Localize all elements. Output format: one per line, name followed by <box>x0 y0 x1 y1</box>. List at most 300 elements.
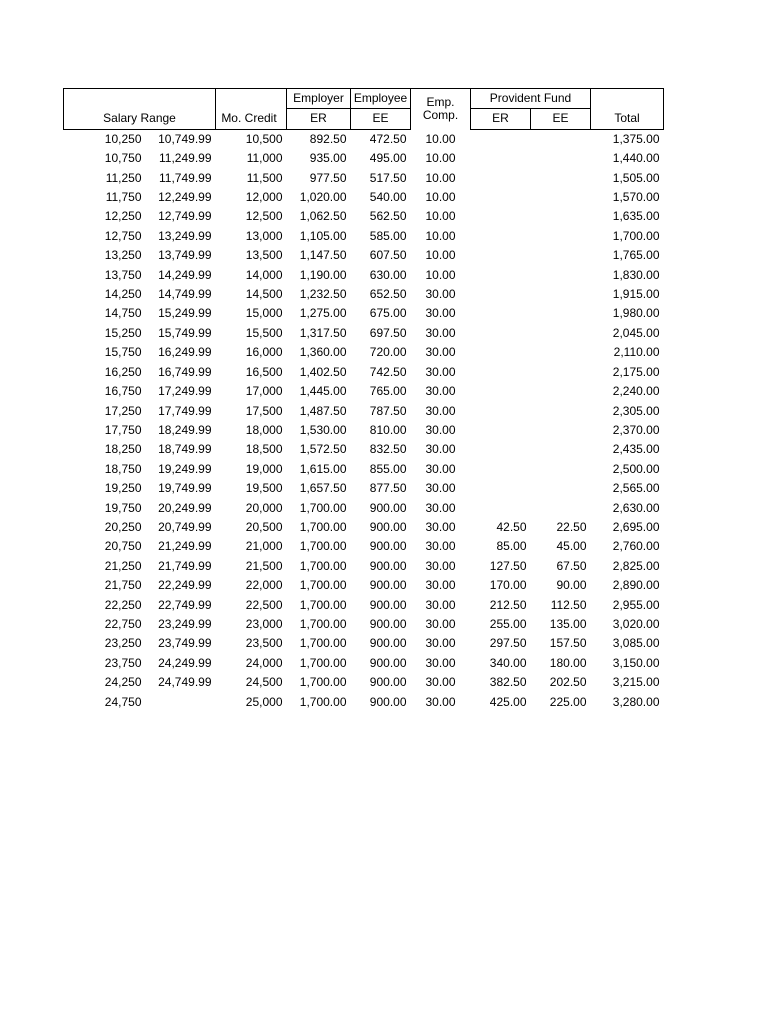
salary-from-cell: 22,750 <box>104 616 142 631</box>
employee-ee-cell: 810.00 <box>369 422 407 437</box>
salary-from-cell: 20,250 <box>104 519 142 534</box>
salary-range-header-top <box>64 89 216 109</box>
employer-er-cell: 1,700.00 <box>299 500 347 515</box>
table-row <box>64 518 664 537</box>
mo-credit-cell: 18,000 <box>245 422 283 437</box>
mo-credit-cell: 21,500 <box>245 558 283 573</box>
employer-er-cell: 1,445.00 <box>299 384 347 399</box>
salary-to-cell: 13,749.99 <box>158 248 212 263</box>
total-cell: 1,440.00 <box>612 151 660 166</box>
pf-ee-cell <box>531 285 591 304</box>
employer-er-cell: 977.50 <box>309 170 347 185</box>
pf-er-cell: 255.00 <box>489 616 527 631</box>
total-cell: 2,110.00 <box>613 345 660 360</box>
salary-to-cell: 19,749.99 <box>158 481 212 496</box>
emp-comp-cell: 10.00 <box>425 248 456 263</box>
mo-credit-cell: 20,000 <box>245 500 283 515</box>
salary-from-cell: 12,750 <box>104 228 142 243</box>
salary-to-cell: 15,749.99 <box>158 325 212 340</box>
salary-to-cell: 22,749.99 <box>158 597 212 612</box>
mo-credit-cell: 23,500 <box>245 636 283 651</box>
emp-comp-cell: 30.00 <box>425 403 456 418</box>
emp-comp-cell: 30.00 <box>425 384 456 399</box>
mo-credit-cell: 24,000 <box>245 655 283 670</box>
pf-er-cell: 297.50 <box>489 636 527 651</box>
salary-to-cell: 20,749.99 <box>158 519 212 534</box>
salary-to-cell: 19,249.99 <box>158 461 212 476</box>
salary-from-cell: 20,750 <box>104 539 142 554</box>
table-row <box>64 693 664 712</box>
table-row <box>64 324 664 343</box>
pf-er-header: ER <box>471 109 531 129</box>
pf-er-cell: 85.00 <box>496 539 527 554</box>
mo-credit-cell: 22,000 <box>245 578 283 593</box>
emp-comp-cell: 30.00 <box>425 578 456 593</box>
employer-er-cell: 1,190.00 <box>299 267 347 282</box>
total-cell: 2,370.00 <box>612 422 660 437</box>
total-cell: 1,700.00 <box>612 228 660 243</box>
mo-credit-cell: 19,000 <box>245 461 283 476</box>
employee-ee-cell: 900.00 <box>369 636 407 651</box>
total-cell: 3,150.00 <box>612 655 660 670</box>
salary-to-cell: 23,249.99 <box>158 616 212 631</box>
total-cell: 1,980.00 <box>612 306 660 321</box>
employee-ee-cell: 900.00 <box>369 539 407 554</box>
pf-er-cell <box>471 246 531 265</box>
table-row <box>64 285 664 304</box>
employee-ee-cell: 900.00 <box>369 655 407 670</box>
employee-ee-cell: 585.00 <box>369 228 407 243</box>
mo-credit-cell: 21,000 <box>245 539 283 554</box>
table-row <box>64 596 664 615</box>
salary-from-cell: 21,250 <box>104 558 142 573</box>
pf-ee-cell: 45.00 <box>556 539 587 554</box>
employer-er-cell: 1,700.00 <box>299 675 347 690</box>
table-row <box>64 266 664 285</box>
employee-ee-cell: 877.50 <box>369 481 407 496</box>
employer-er-cell: 1,105.00 <box>299 228 347 243</box>
total-cell: 2,825.00 <box>612 558 660 573</box>
emp-comp-cell: 10.00 <box>425 151 456 166</box>
emp-comp-cell: 30.00 <box>425 481 456 496</box>
emp-comp-cell: 10.00 <box>425 170 456 185</box>
employer-er-cell: 1,317.50 <box>299 325 347 340</box>
salary-to-cell: 10,749.99 <box>158 131 212 146</box>
salary-from-cell: 19,750 <box>104 500 142 515</box>
salary-from-cell: 23,250 <box>104 636 142 651</box>
salary-from-cell: 11,750 <box>105 190 142 205</box>
salary-to-cell <box>146 693 216 712</box>
pf-er-cell <box>471 440 531 459</box>
pf-er-cell <box>471 149 531 168</box>
emp-comp-label: Emp. Comp. <box>422 95 459 123</box>
salary-from-cell: 15,250 <box>104 325 142 340</box>
pf-ee-cell <box>531 440 591 459</box>
pf-ee-cell: 225.00 <box>549 694 587 709</box>
total-cell: 1,375.00 <box>612 131 660 146</box>
salary-to-cell: 15,249.99 <box>158 306 212 321</box>
emp-comp-cell: 10.00 <box>425 228 456 243</box>
total-cell: 1,570.00 <box>612 190 660 205</box>
employee-ee-cell: 472.50 <box>369 131 407 146</box>
mo-credit-header: Mo. Credit <box>216 109 287 129</box>
total-cell: 2,695.00 <box>612 519 660 534</box>
salary-to-cell: 21,249.99 <box>158 539 212 554</box>
employee-ee-cell: 652.50 <box>369 287 407 302</box>
pf-er-cell: 340.00 <box>489 655 527 670</box>
salary-to-cell: 24,249.99 <box>158 655 212 670</box>
pf-ee-cell: 22.50 <box>556 519 587 534</box>
employer-er-cell: 1,062.50 <box>299 209 347 224</box>
employer-er-cell: 1,657.50 <box>299 481 347 496</box>
pf-ee-cell <box>531 324 591 343</box>
salary-from-cell: 24,750 <box>104 694 142 709</box>
pf-ee-cell <box>531 343 591 362</box>
employee-ee-cell: 900.00 <box>369 519 407 534</box>
employee-ee-cell: 675.00 <box>369 306 407 321</box>
table-row <box>64 440 664 459</box>
employee-ee-cell: 900.00 <box>369 694 407 709</box>
salary-to-cell: 13,249.99 <box>158 228 212 243</box>
salary-from-cell: 10,250 <box>104 131 142 146</box>
emp-comp-cell: 30.00 <box>425 675 456 690</box>
pf-ee-cell <box>531 382 591 401</box>
pf-er-cell: 425.00 <box>489 694 527 709</box>
salary-from-cell: 17,750 <box>104 422 142 437</box>
pf-ee-cell <box>531 169 591 188</box>
mo-credit-cell: 23,000 <box>245 616 283 631</box>
mo-credit-cell: 12,500 <box>245 209 283 224</box>
employee-ee-cell: 900.00 <box>369 675 407 690</box>
employer-er-cell: 1,700.00 <box>299 558 347 573</box>
employee-ee-cell: 900.00 <box>369 500 407 515</box>
salary-from-cell: 16,750 <box>104 384 142 399</box>
emp-comp-cell: 30.00 <box>425 325 456 340</box>
salary-from-cell: 15,750 <box>104 345 142 360</box>
salary-from-cell: 14,750 <box>104 306 142 321</box>
emp-comp-cell: 30.00 <box>425 616 456 631</box>
salary-to-cell: 17,749.99 <box>158 403 212 418</box>
pf-er-cell <box>471 421 531 440</box>
salary-to-cell: 12,249.99 <box>158 190 212 205</box>
table-row <box>64 304 664 323</box>
table-row <box>64 343 664 362</box>
employee-ee-cell: 495.00 <box>369 151 407 166</box>
salary-to-cell: 20,249.99 <box>158 500 212 515</box>
pf-er-cell <box>471 402 531 421</box>
salary-to-cell: 11,249.99 <box>159 151 212 166</box>
table-row <box>64 479 664 498</box>
employee-header: Employee <box>351 89 411 109</box>
employee-ee-cell: 832.50 <box>369 442 407 457</box>
mo-credit-cell: 17,000 <box>245 384 283 399</box>
salary-from-cell: 19,250 <box>104 481 142 496</box>
total-cell: 2,045.00 <box>612 325 660 340</box>
mo-credit-cell: 13,500 <box>245 248 283 263</box>
salary-from-cell: 18,250 <box>104 442 142 457</box>
table-row <box>64 246 664 265</box>
employee-ee-cell: 765.00 <box>369 384 407 399</box>
salary-from-cell: 16,250 <box>104 364 142 379</box>
contribution-table <box>63 88 664 712</box>
emp-comp-cell: 30.00 <box>425 636 456 651</box>
total-cell: 2,630.00 <box>612 500 660 515</box>
mo-credit-cell: 10,500 <box>245 131 283 146</box>
employee-ee-cell: 630.00 <box>369 267 407 282</box>
table-row <box>64 188 664 207</box>
salary-from-cell: 12,250 <box>104 209 142 224</box>
emp-comp-cell: 30.00 <box>425 539 456 554</box>
employer-er-cell: 1,700.00 <box>299 519 347 534</box>
salary-range-header: Salary Range <box>64 109 216 129</box>
pf-ee-cell <box>531 421 591 440</box>
total-cell: 1,505.00 <box>612 170 660 185</box>
employer-header: Employer <box>287 89 351 109</box>
salary-to-cell: 18,249.99 <box>158 422 212 437</box>
employee-ee-cell: 900.00 <box>369 616 407 631</box>
salary-from-cell: 10,750 <box>104 151 142 166</box>
employee-ee-cell: 900.00 <box>369 558 407 573</box>
pf-er-cell: 212.50 <box>489 597 527 612</box>
pf-er-cell: 170.00 <box>489 578 527 593</box>
pf-er-cell <box>471 266 531 285</box>
employer-er-cell: 1,700.00 <box>299 539 347 554</box>
salary-to-cell: 16,749.99 <box>158 364 212 379</box>
table-row <box>64 576 664 595</box>
mo-credit-cell: 19,500 <box>245 481 283 496</box>
emp-comp-cell: 10.00 <box>425 267 456 282</box>
table-row <box>64 557 664 576</box>
pf-er-cell <box>471 499 531 518</box>
total-header-top <box>591 89 664 109</box>
table-row <box>64 634 664 653</box>
table-row <box>64 169 664 188</box>
salary-from-cell: 22,250 <box>104 597 142 612</box>
total-cell: 3,215.00 <box>612 675 660 690</box>
employee-ee-cell: 607.50 <box>369 248 407 263</box>
mo-credit-cell: 22,500 <box>245 597 283 612</box>
emp-comp-cell: 10.00 <box>425 190 456 205</box>
pf-er-cell <box>471 343 531 362</box>
total-cell: 1,765.00 <box>612 248 660 263</box>
emp-comp-cell: 30.00 <box>425 442 456 457</box>
mo-credit-cell: 14,000 <box>245 267 283 282</box>
mo-credit-cell: 12,000 <box>245 190 283 205</box>
pf-er-cell <box>471 129 531 149</box>
pf-er-cell <box>471 227 531 246</box>
salary-to-cell: 22,249.99 <box>158 578 212 593</box>
table-row <box>64 363 664 382</box>
employee-ee-cell: 562.50 <box>369 209 407 224</box>
employee-ee-cell: 517.50 <box>369 170 407 185</box>
salary-from-cell: 11,250 <box>105 170 142 185</box>
salary-from-cell: 17,250 <box>104 403 142 418</box>
emp-comp-cell: 30.00 <box>425 306 456 321</box>
pf-er-cell <box>471 304 531 323</box>
mo-credit-header-top <box>216 89 287 109</box>
emp-comp-cell: 30.00 <box>425 655 456 670</box>
total-cell: 2,305.00 <box>612 403 660 418</box>
employer-er-cell: 1,487.50 <box>299 403 347 418</box>
emp-comp-cell: 30.00 <box>425 345 456 360</box>
pf-er-cell <box>471 207 531 226</box>
pf-ee-cell: 67.50 <box>556 558 587 573</box>
employer-er-cell: 1,232.50 <box>299 287 347 302</box>
table-row <box>64 537 664 556</box>
salary-from-cell: 14,250 <box>104 287 142 302</box>
emp-comp-cell: 30.00 <box>425 558 456 573</box>
salary-from-cell: 13,750 <box>104 267 142 282</box>
pf-ee-header: EE <box>531 109 591 129</box>
mo-credit-cell: 11,500 <box>246 170 283 185</box>
pf-er-cell <box>471 285 531 304</box>
salary-from-cell: 21,750 <box>104 578 142 593</box>
employee-ee-cell: 697.50 <box>369 325 407 340</box>
salary-to-cell: 23,749.99 <box>158 636 212 651</box>
emp-comp-cell: 30.00 <box>425 364 456 379</box>
total-cell: 2,175.00 <box>612 364 660 379</box>
pf-er-cell: 127.50 <box>489 558 527 573</box>
employer-er-cell: 1,700.00 <box>299 616 347 631</box>
employee-ee-cell: 855.00 <box>369 461 407 476</box>
table-row <box>64 207 664 226</box>
salary-from-cell: 13,250 <box>104 248 142 263</box>
mo-credit-cell: 15,500 <box>245 325 283 340</box>
employer-er-cell: 892.50 <box>309 131 347 146</box>
header-row-2 <box>64 109 664 129</box>
total-cell: 1,635.00 <box>612 209 660 224</box>
table-row <box>64 227 664 246</box>
pf-ee-cell <box>531 207 591 226</box>
employer-er-cell: 1,700.00 <box>299 694 347 709</box>
mo-credit-cell: 25,000 <box>245 694 283 709</box>
pf-er-cell <box>471 188 531 207</box>
table-row <box>64 421 664 440</box>
total-cell: 2,890.00 <box>612 578 660 593</box>
pf-ee-cell <box>531 363 591 382</box>
pf-ee-cell <box>531 499 591 518</box>
table-row <box>64 499 664 518</box>
table-row <box>64 460 664 479</box>
emp-comp-cell: 30.00 <box>425 694 456 709</box>
total-cell: 3,085.00 <box>612 636 660 651</box>
employer-er-cell: 1,572.50 <box>299 442 347 457</box>
salary-to-cell: 21,749.99 <box>158 558 212 573</box>
pf-ee-cell: 135.00 <box>549 616 587 631</box>
salary-to-cell: 16,249.99 <box>158 345 212 360</box>
pf-er-cell <box>471 363 531 382</box>
mo-credit-cell: 17,500 <box>245 403 283 418</box>
employer-er-cell: 1,402.50 <box>299 364 347 379</box>
mo-credit-cell: 15,000 <box>245 306 283 321</box>
pf-ee-cell: 157.50 <box>549 636 587 651</box>
employer-er-cell: 1,360.00 <box>299 345 347 360</box>
pf-er-cell: 382.50 <box>489 675 527 690</box>
employer-er-cell: 1,700.00 <box>299 636 347 651</box>
total-cell: 2,760.00 <box>612 539 660 554</box>
emp-comp-cell: 10.00 <box>425 209 456 224</box>
salary-to-cell: 14,749.99 <box>158 287 212 302</box>
mo-credit-cell: 18,500 <box>245 442 283 457</box>
total-cell: 3,280.00 <box>612 694 660 709</box>
salary-to-cell: 12,749.99 <box>158 209 212 224</box>
mo-credit-cell: 24,500 <box>245 675 283 690</box>
total-cell: 2,955.00 <box>612 597 660 612</box>
mo-credit-cell: 20,500 <box>245 519 283 534</box>
mo-credit-cell: 16,500 <box>245 364 283 379</box>
table-row <box>64 382 664 401</box>
employer-er-cell: 1,530.00 <box>299 422 347 437</box>
pf-ee-cell <box>531 246 591 265</box>
salary-to-cell: 24,749.99 <box>158 675 212 690</box>
table-row <box>64 402 664 421</box>
table-row <box>64 615 664 634</box>
header-row-1 <box>64 89 664 109</box>
total-cell: 1,830.00 <box>612 267 660 282</box>
pf-er-cell: 42.50 <box>496 519 527 534</box>
total-cell: 2,500.00 <box>612 461 660 476</box>
table-row <box>64 654 664 673</box>
salary-from-cell: 18,750 <box>104 461 142 476</box>
total-cell: 1,915.00 <box>612 287 660 302</box>
pf-ee-cell <box>531 188 591 207</box>
salary-to-cell: 17,249.99 <box>158 384 212 399</box>
emp-comp-cell: 30.00 <box>425 597 456 612</box>
mo-credit-cell: 11,000 <box>246 151 283 166</box>
pf-ee-cell: 112.50 <box>550 597 587 612</box>
employee-ee-cell: 742.50 <box>369 364 407 379</box>
total-cell: 2,435.00 <box>612 442 660 457</box>
salary-to-cell: 11,749.99 <box>159 170 212 185</box>
table-row <box>64 129 664 149</box>
pf-ee-cell: 90.00 <box>556 578 587 593</box>
employee-ee-cell: 900.00 <box>369 578 407 593</box>
pf-ee-cell <box>531 227 591 246</box>
pf-ee-cell <box>531 304 591 323</box>
pf-ee-cell <box>531 129 591 149</box>
employer-er-cell: 935.00 <box>309 151 347 166</box>
emp-comp-cell: 30.00 <box>425 461 456 476</box>
pf-er-cell <box>471 382 531 401</box>
employer-er-cell: 1,700.00 <box>299 578 347 593</box>
employer-er-cell: 1,615.00 <box>299 461 347 476</box>
emp-comp-cell: 30.00 <box>425 500 456 515</box>
pf-er-cell <box>471 324 531 343</box>
pf-ee-cell <box>531 479 591 498</box>
pf-er-cell <box>471 460 531 479</box>
pf-ee-cell: 202.50 <box>549 675 587 690</box>
total-cell: 2,240.00 <box>612 384 660 399</box>
salary-from-cell: 23,750 <box>104 655 142 670</box>
pf-ee-cell: 180.00 <box>549 655 587 670</box>
employee-ee-cell: 540.00 <box>369 190 407 205</box>
employee-ee-cell: 787.50 <box>369 403 407 418</box>
total-cell: 2,565.00 <box>612 481 660 496</box>
pf-ee-cell <box>531 402 591 421</box>
table-row <box>64 673 664 692</box>
employer-er-cell: 1,700.00 <box>299 597 347 612</box>
salary-from-cell: 24,250 <box>104 675 142 690</box>
emp-comp-cell: 30.00 <box>425 422 456 437</box>
salary-to-cell: 14,249.99 <box>158 267 212 282</box>
emp-comp-cell: 10.00 <box>425 131 456 146</box>
provident-fund-header: Provident Fund <box>471 89 591 109</box>
table-body <box>64 129 664 712</box>
employee-ee-header: EE <box>351 109 411 129</box>
pf-ee-cell <box>531 266 591 285</box>
employer-er-cell: 1,275.00 <box>299 306 347 321</box>
employer-er-cell: 1,147.50 <box>299 248 347 263</box>
